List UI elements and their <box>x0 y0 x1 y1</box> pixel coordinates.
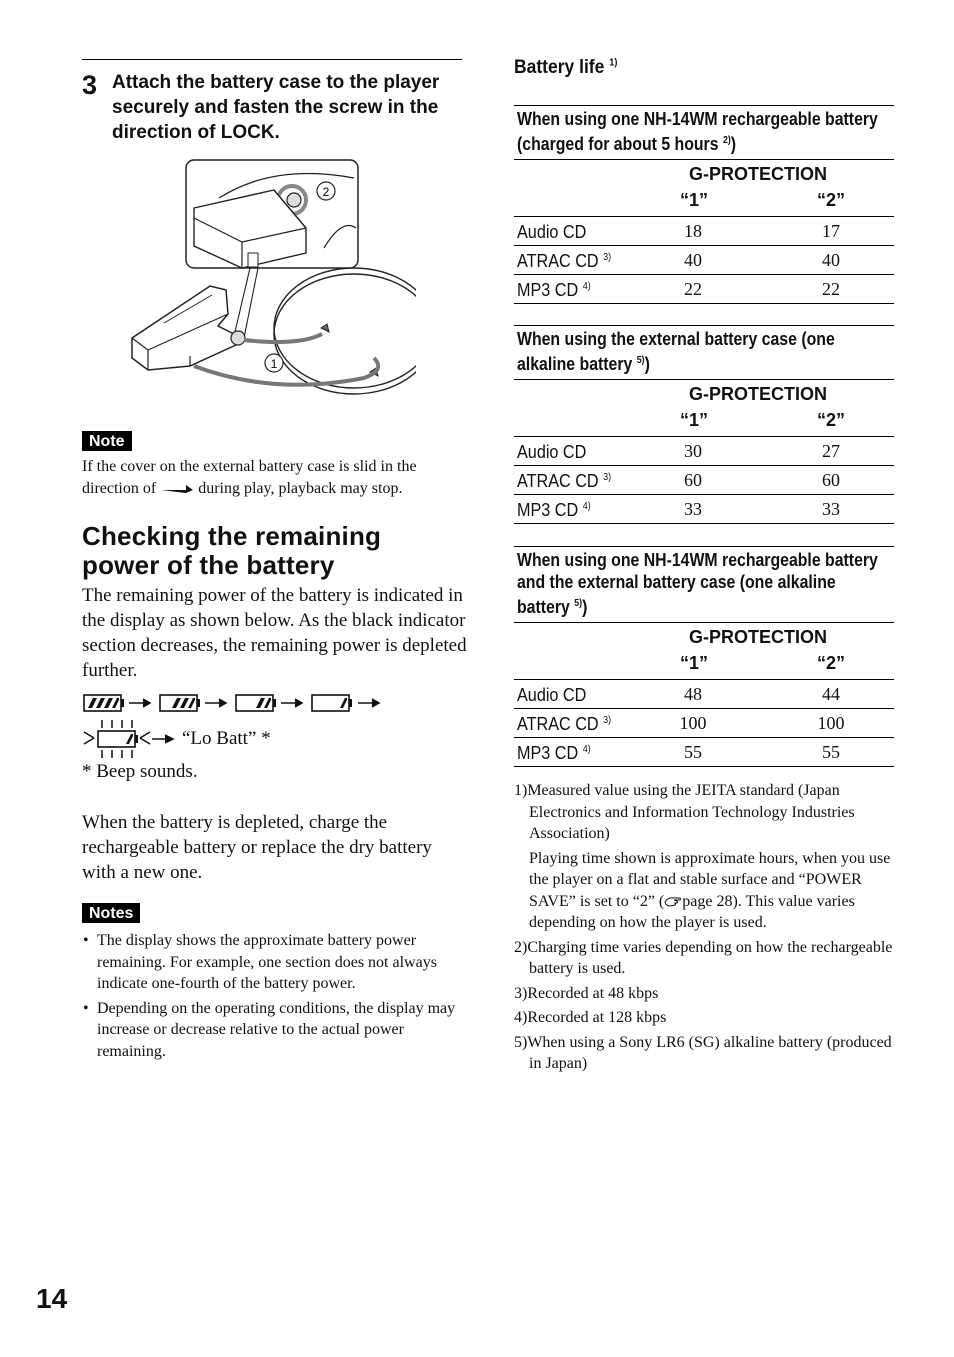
table-header-row <box>514 651 894 680</box>
row-label-text: Audio CD <box>517 442 587 462</box>
table-cell: 100 <box>817 713 845 733</box>
table-cell: 48 <box>684 684 702 704</box>
callout-1-label: 1 <box>270 357 278 371</box>
row-label-text: Audio CD <box>517 685 587 705</box>
footnote: 4)Recorded at 128 kbps <box>514 1009 667 1026</box>
row-label-sup: 3) <box>603 252 612 263</box>
row-label-sup: 3) <box>603 472 612 483</box>
table-cell: 17 <box>822 221 840 241</box>
battery-life-table-3 <box>514 546 894 767</box>
row-label <box>517 251 622 272</box>
table-caption-text: When using the external battery case (one alkaline battery <box>517 329 835 374</box>
notes-label: Notes <box>82 903 140 923</box>
battery-life-table-1 <box>514 105 894 304</box>
footnote: 1)Measured value using the JEITA standard (Japan Electronics and Information Technology Industries Association) <box>514 782 855 842</box>
row-label <box>517 471 622 492</box>
column-header: “2” <box>817 190 846 210</box>
footnotes <box>514 780 899 1078</box>
row-label-sup: 4) <box>582 281 591 292</box>
table-cell: 33 <box>822 499 840 519</box>
arrow-icon <box>358 699 379 707</box>
page-number: 14 <box>36 1283 68 1314</box>
table-row <box>514 275 894 304</box>
table-row <box>514 680 894 709</box>
column-group-header: G-PROTECTION <box>689 384 827 404</box>
table-caption-sup: 5) <box>574 598 583 609</box>
row-label-text: ATRAC CD <box>517 714 599 734</box>
table-cell: 60 <box>822 470 840 490</box>
row-label <box>517 500 599 521</box>
row-label-text: Audio CD <box>517 222 587 242</box>
table-cell: 22 <box>684 279 702 299</box>
footnote: 2)Charging time varies depending on how the rechargeable battery is used. <box>514 938 893 977</box>
arrow-icon <box>129 699 150 707</box>
column-header: “2” <box>817 410 846 430</box>
table-cell: 18 <box>684 221 702 241</box>
table-caption-text: When using one NH-14WM rechargeable battery (charged for about 5 hours <box>517 109 878 154</box>
table-cell: 30 <box>684 441 702 461</box>
note-text-before: If the cover on the external battery case is slid in the direction of <box>82 458 417 497</box>
section-title: Checking the remaining power of the battery <box>82 521 382 580</box>
table-caption <box>514 325 894 380</box>
table-cell: 27 <box>822 441 840 461</box>
table-cell: 55 <box>684 742 702 762</box>
row-label <box>517 685 594 706</box>
footnote: 5)When using a Sony LR6 (SG) alkaline battery (produced in Japan) <box>514 1033 892 1072</box>
battery-indicator-sequence <box>82 690 392 718</box>
table-row <box>514 246 894 275</box>
row-label <box>517 714 622 735</box>
arrow-icon <box>205 699 226 707</box>
row-label-text: MP3 CD <box>517 500 579 520</box>
charge-instruction: When the battery is depleted, charge the rechargeable battery or replace the dry battery with a new one. <box>82 812 432 883</box>
row-label-sup: 4) <box>582 501 591 512</box>
table-caption-end: ) <box>730 134 737 154</box>
row-label <box>517 222 594 243</box>
section-body: The remaining power of the battery is indicated in the display as shown below. As the black indicator section decreases, the remaining power is depleted further. <box>82 585 467 681</box>
beep-footnote: * Beep sounds. <box>82 761 198 782</box>
column-header: “1” <box>680 410 709 430</box>
table-cell: 55 <box>822 742 840 762</box>
battery-empty-flashing-icon <box>82 718 154 760</box>
lo-batt-text: “Lo Batt” * <box>182 728 271 749</box>
row-label-sup: 4) <box>582 744 591 755</box>
row-label-text: ATRAC CD <box>517 471 599 491</box>
battery-case-illustration <box>124 158 416 408</box>
table-caption-end: ) <box>582 597 588 617</box>
notes-list <box>82 930 467 1065</box>
table-row <box>514 466 894 495</box>
battery-quarter-icon <box>312 695 352 711</box>
row-label-text: MP3 CD <box>517 743 579 763</box>
table-cell: 100 <box>679 713 707 733</box>
table-cell: 40 <box>684 250 702 270</box>
arrow-icon <box>152 732 176 746</box>
footnote-text: page 28). This value varies depending on how the player is used. <box>529 892 855 931</box>
battery-life-title-text: Battery life <box>514 57 605 78</box>
row-label <box>517 442 594 463</box>
column-header: “1” <box>680 653 709 673</box>
table-cell: 40 <box>822 250 840 270</box>
table-caption-sup: 5) <box>636 355 645 366</box>
table-caption-sup: 2) <box>722 135 731 146</box>
table-cell: 33 <box>684 499 702 519</box>
battery-life-title-sup: 1) <box>609 57 618 69</box>
slide-direction-arrow-icon <box>160 482 194 494</box>
table-row <box>514 709 894 738</box>
table-header-row <box>514 408 894 437</box>
table-row <box>514 738 894 767</box>
table-header-row <box>514 188 894 217</box>
table-caption <box>514 105 894 160</box>
list-item: • The display shows the approximate battery power remaining. For example, one section does not always indicate one-fourth of the battery power. <box>82 930 467 995</box>
table-row <box>514 495 894 524</box>
pointing-hand-icon <box>664 894 682 908</box>
row-label <box>517 743 599 764</box>
row-label-text: MP3 CD <box>517 280 579 300</box>
table-caption-end: ) <box>644 354 650 374</box>
arrow-icon <box>281 699 302 707</box>
table-cell: 22 <box>822 279 840 299</box>
step-number: 3 <box>82 70 98 100</box>
column-header: “1” <box>680 190 709 210</box>
top-rule <box>82 59 462 60</box>
table-cell: 60 <box>684 470 702 490</box>
table-cell: 44 <box>822 684 840 704</box>
lo-batt-row <box>82 718 392 760</box>
note-text-after: during play, playback may stop. <box>198 480 403 497</box>
column-group-header: G-PROTECTION <box>689 164 827 184</box>
note-label: Note <box>82 431 132 451</box>
table-row <box>514 217 894 246</box>
callout-2-label: 2 <box>322 185 330 199</box>
row-label-text: ATRAC CD <box>517 251 599 271</box>
footnote: 3)Recorded at 48 kbps <box>514 984 659 1002</box>
step-instruction: Attach the battery case to the player securely and fasten the screw in the direction of LOCK. <box>112 72 440 143</box>
footnote-text: Playing time shown is approximate hours, when you use the player on a flat and stable surface and “POWER SAVE” is set to “2” ( <box>529 849 891 910</box>
row-label <box>517 280 599 301</box>
battery-life-table-2 <box>514 325 894 524</box>
row-label-sup: 3) <box>603 715 612 726</box>
column-header: “2” <box>817 653 846 673</box>
table-caption-text: When using one NH-14WM rechargeable battery and the external battery case (one alkaline battery <box>517 550 878 617</box>
list-item: • Depending on the operating conditions, the display may increase or decrease relative to the actual power remaining. <box>82 998 467 1063</box>
battery-three-quarter-icon <box>160 695 200 711</box>
battery-life-title <box>514 57 626 79</box>
footnote-continuation <box>514 848 899 934</box>
table-row <box>514 437 894 466</box>
table-caption <box>514 546 894 623</box>
column-group-header: G-PROTECTION <box>689 627 827 647</box>
battery-full-icon <box>84 695 124 711</box>
battery-half-icon <box>236 695 276 711</box>
note-text <box>82 456 467 500</box>
